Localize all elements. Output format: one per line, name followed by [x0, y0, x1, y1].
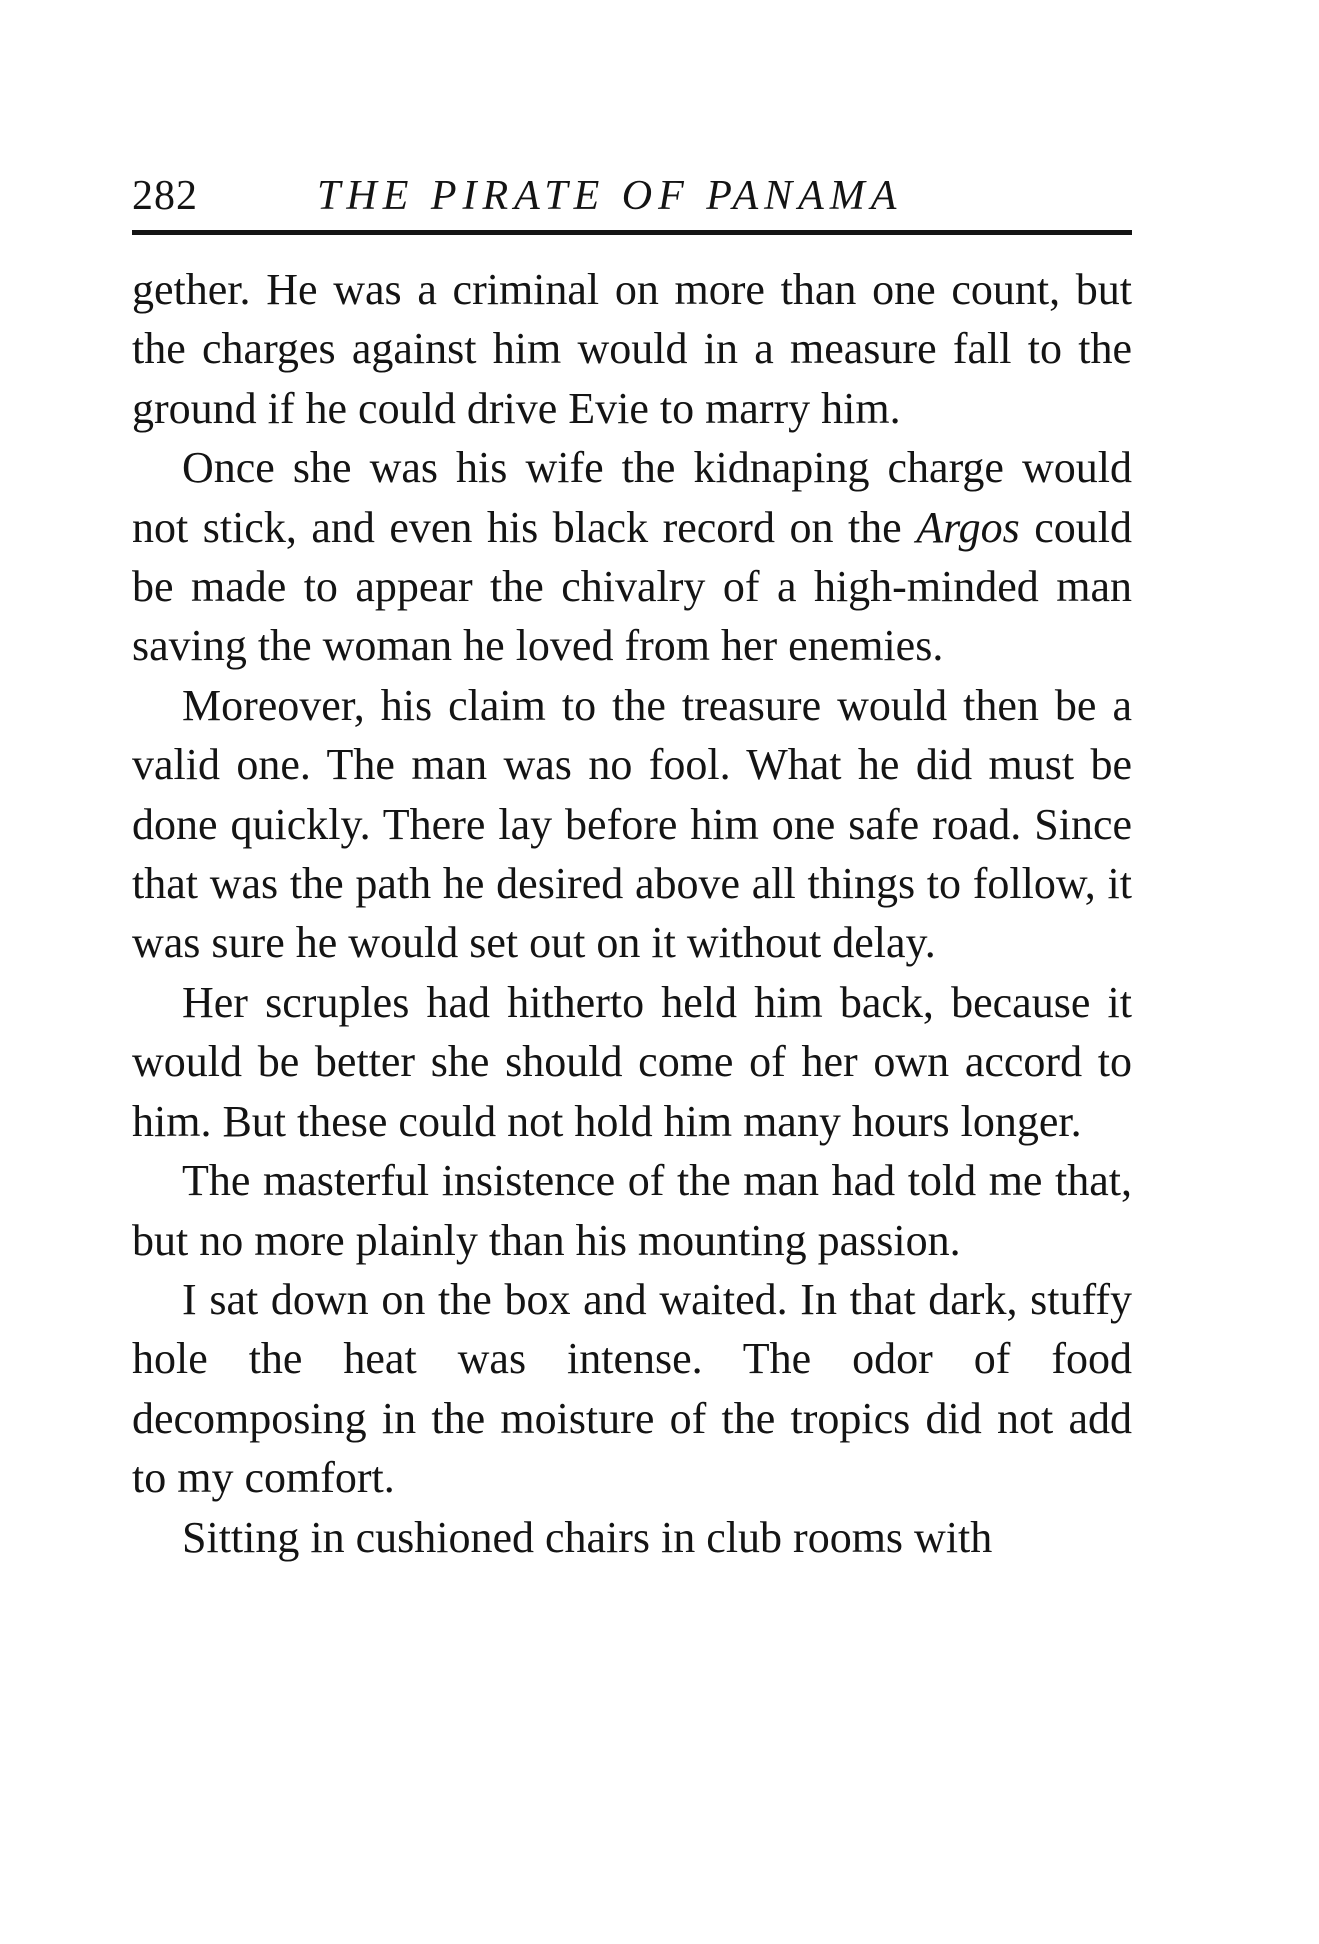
paragraph-2-end: could be made to appear the chivalry of a high-minded man saving the woman he loved from her enemies.	[132, 502, 1132, 671]
running-head	[132, 168, 1132, 224]
page-number: 282	[132, 173, 198, 219]
paragraph-7: Sitting in cushioned chairs in club rooms with	[182, 1512, 993, 1562]
page-content	[132, 168, 1132, 1562]
paragraph-6: I sat down on the box and waited. In that dark, stuffy hole the heat was intense. The odor of food decomposing in the moisture of the tropics did not add to my comfort.	[132, 1274, 1132, 1503]
paragraph-5: The masterful insistence of the man had told me that, but no more plainly than his mounting passion.	[132, 1156, 1132, 1265]
paragraph-2	[132, 438, 1132, 676]
paragraph-4: Her scruples had hitherto held him back, because it would be better she should come of her own accord to him. But these could not hold him many hours longer.	[132, 977, 1132, 1146]
ship-name: Argos	[916, 502, 1020, 552]
body-text	[132, 260, 1132, 1567]
paragraph-1: gether. He was a criminal on more than one count, but the charges against him would in a measure fall to the ground if he could drive Evie to marry him.	[132, 265, 1132, 433]
paragraph-2-start: Once she was his wife the kidnaping charge would not stick, and even his black record on the	[132, 443, 1132, 552]
paragraph-3: Moreover, his claim to the treasure would then be a valid one. The man was no fool. What he did must be done quickly. There lay before him one safe road. Since that was the path he desired above all things to follow, it was sure he would set out on it without delay.	[132, 680, 1132, 968]
header-rule	[132, 230, 1132, 235]
book-title: THE PIRATE OF PANAMA	[317, 173, 903, 219]
